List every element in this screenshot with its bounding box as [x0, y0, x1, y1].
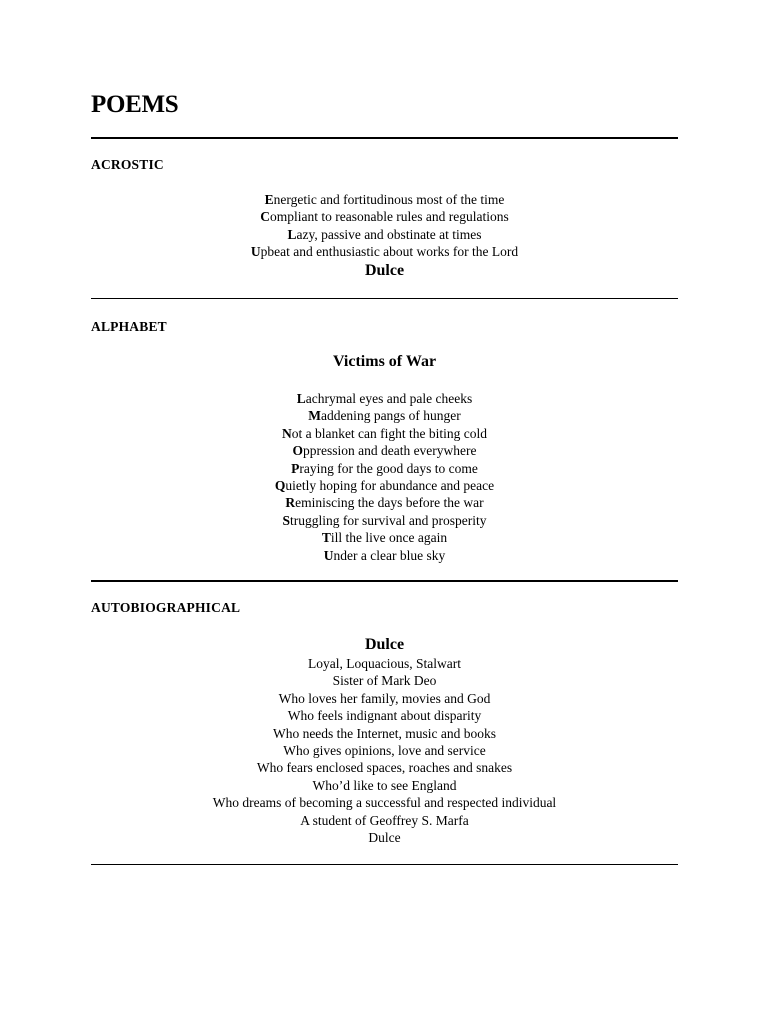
line-text: nergetic and fortitudinous most of the time — [273, 192, 505, 207]
section-divider — [91, 298, 678, 299]
poem-line: Who’d like to see England — [312, 777, 457, 793]
poem-line: Who gives opinions, love and service — [283, 743, 486, 759]
poem-line: A student of Geoffrey S. Marfa — [300, 812, 469, 828]
poem-line — [91, 226, 678, 243]
line-initial: P — [291, 460, 300, 476]
line-initial: E — [264, 192, 274, 207]
line-text: ot a blanket can fight the biting cold — [291, 425, 488, 441]
line-text: azy, passive and obstinate at times — [296, 226, 482, 242]
section-divider — [91, 580, 678, 582]
line-text: nder a clear blue sky — [333, 547, 446, 563]
poem-line: Who fears enclosed spaces, roaches and snakes — [256, 760, 513, 776]
line-initial: U — [323, 547, 334, 563]
autobiographical-poem — [91, 655, 678, 846]
poem-author: Dulce — [364, 261, 405, 279]
poem-line: Who loves her family, movies and God — [278, 690, 491, 706]
poem-line — [91, 442, 678, 459]
line-initial: O — [292, 443, 303, 459]
poem-line: Loyal, Loquacious, Stalwart — [308, 656, 461, 671]
poem-line — [91, 512, 678, 529]
line-text: truggling for survival and prosperity — [290, 512, 487, 528]
line-text: achrymal eyes and pale cheeks — [305, 391, 473, 406]
line-initial: R — [285, 495, 296, 511]
poem-line: Who feels indignant about disparity — [287, 708, 482, 724]
poem-line — [91, 425, 678, 442]
poem-title: Dulce — [364, 636, 405, 653]
poem-line — [91, 460, 678, 477]
line-initial: Q — [274, 478, 286, 494]
poem-line: Dulce — [368, 830, 401, 846]
line-initial: L — [296, 391, 306, 406]
poem-line — [91, 243, 678, 260]
line-initial: T — [321, 530, 331, 546]
poem-line — [91, 208, 678, 225]
line-text: uietly hoping for abundance and peace — [285, 478, 495, 494]
poem-title: Victims of War — [332, 353, 437, 370]
poem-line: Who dreams of becoming a successful and respected individual — [212, 795, 557, 811]
line-text: ill the live once again — [330, 530, 448, 546]
line-initial: N — [281, 425, 292, 441]
poem-line — [91, 494, 678, 511]
line-text: ompliant to reasonable rules and regulations — [269, 209, 509, 225]
poem-line: Who needs the Internet, music and books — [272, 725, 497, 741]
poem-line — [91, 390, 678, 407]
poem-line: Sister of Mark Deo — [332, 673, 437, 689]
line-text: pbeat and enthusiastic about works for the Lord — [260, 244, 519, 260]
acrostic-poem — [91, 191, 678, 281]
poem-line — [91, 407, 678, 424]
poem-line — [91, 191, 678, 208]
poem-line — [91, 529, 678, 546]
line-text: eminiscing the days before the war — [295, 495, 484, 511]
line-initial: U — [250, 244, 261, 260]
document-title: POEMS — [91, 91, 179, 118]
line-initial: L — [287, 226, 297, 242]
line-text: ppression and death everywhere — [302, 443, 477, 459]
line-initial: M — [308, 408, 321, 424]
section-label-acrostic: ACROSTIC — [91, 157, 164, 172]
section-label-alphabet: ALPHABET — [91, 319, 167, 334]
title-divider — [91, 137, 678, 139]
alphabet-poem — [91, 390, 678, 564]
poem-line — [91, 547, 678, 564]
line-initial: C — [260, 209, 270, 225]
section-divider — [91, 864, 678, 865]
line-text: addening pangs of hunger — [320, 408, 461, 424]
line-initial: S — [282, 512, 291, 528]
line-text: raying for the good days to come — [299, 460, 478, 476]
section-label-autobiographical: AUTOBIOGRAPHICAL — [91, 600, 241, 615]
poem-line — [91, 477, 678, 494]
